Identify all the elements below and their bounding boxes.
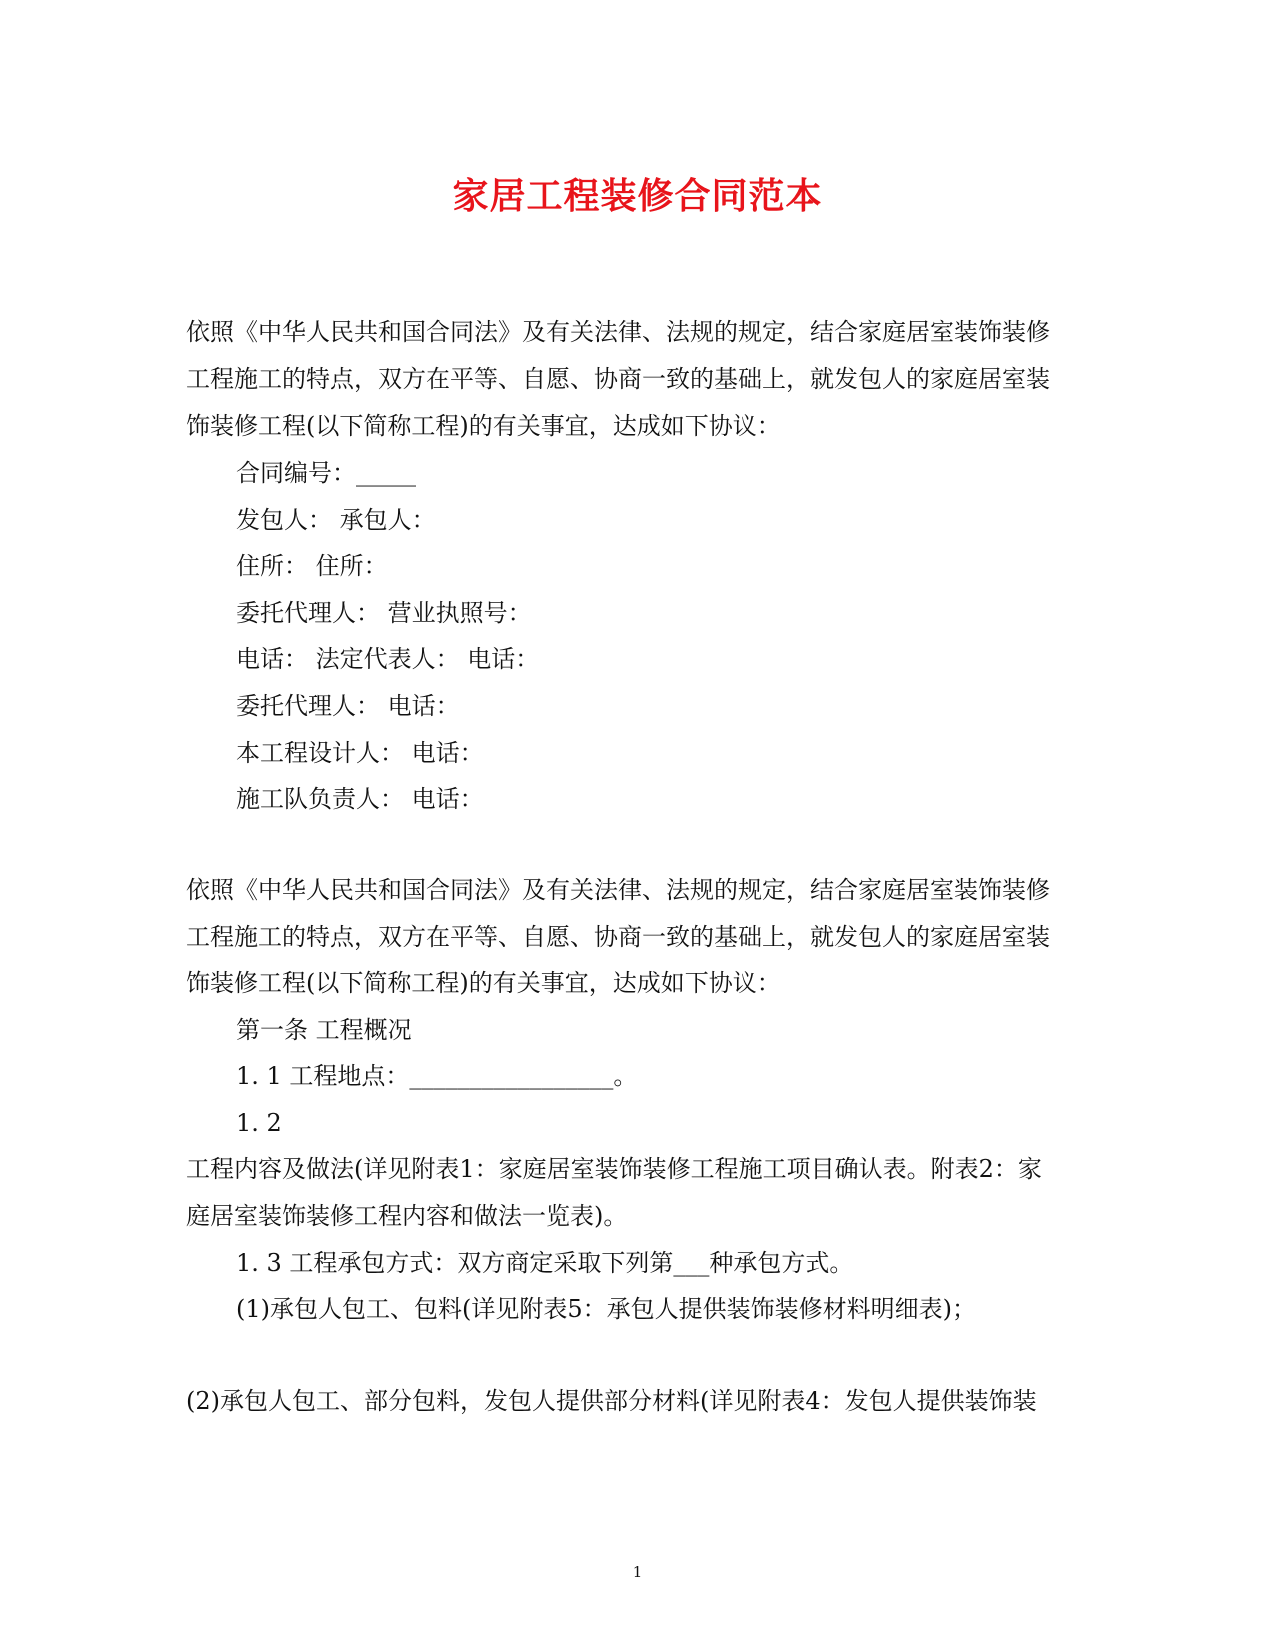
paragraph-line: 庭居室装饰装修工程内容和做法一览表)。 — [186, 1202, 628, 1230]
team-leader-phone-line: 施工队负责人： 电话： — [236, 785, 484, 813]
contract-number-line: 合同编号：_____ — [236, 459, 416, 487]
agent-license-line: 委托代理人： 营业执照号： — [236, 599, 532, 627]
clause-line: 1. 3 工程承包方式：双方商定采取下列第___种承包方式。 — [236, 1249, 854, 1277]
paragraph-line: 工程施工的特点，双方在平等、自愿、协商一致的基础上，就发包人的家庭居室装 — [186, 923, 1050, 951]
agent-phone-line: 委托代理人： 电话： — [236, 692, 460, 720]
paragraph-line: 依照《中华人民共和国合同法》及有关法律、法规的规定，结合家庭居室装饰装修 — [186, 876, 1050, 904]
paragraph-line: 饰装修工程(以下简称工程)的有关事宜，达成如下协议： — [186, 412, 781, 440]
section-heading: 第一条 工程概况 — [236, 1016, 412, 1044]
paragraph-line: 工程内容及做法(详见附表1：家庭居室装饰装修工程施工项目确认表。附表2：家 — [186, 1155, 1042, 1183]
paragraph-line: 依照《中华人民共和国合同法》及有关法律、法规的规定，结合家庭居室装饰装修 — [186, 318, 1050, 346]
document-title: 家居工程装修合同范本 — [452, 175, 823, 217]
party-line: 发包人： 承包人： — [236, 506, 436, 534]
clause-line: 1. 1 工程地点：_________________。 — [236, 1062, 638, 1090]
clause-line: 1. 2 — [236, 1109, 282, 1137]
paragraph-line: 饰装修工程(以下简称工程)的有关事宜，达成如下协议： — [186, 969, 781, 997]
address-line: 住所： 住所： — [236, 552, 388, 580]
paragraph-line: (2)承包人包工、部分包料，发包人提供部分材料(详见附表4：发包人提供装饰装 — [186, 1387, 1037, 1415]
clause-line: (1)承包人包工、包料(详见附表5：承包人提供装饰装修材料明细表)； — [236, 1295, 976, 1323]
paragraph-line: 工程施工的特点，双方在平等、自愿、协商一致的基础上，就发包人的家庭居室装 — [186, 365, 1050, 393]
phone-representative-line: 电话： 法定代表人： 电话： — [236, 645, 540, 673]
designer-phone-line: 本工程设计人： 电话： — [236, 739, 484, 767]
page-number: 1 — [632, 1563, 643, 1581]
